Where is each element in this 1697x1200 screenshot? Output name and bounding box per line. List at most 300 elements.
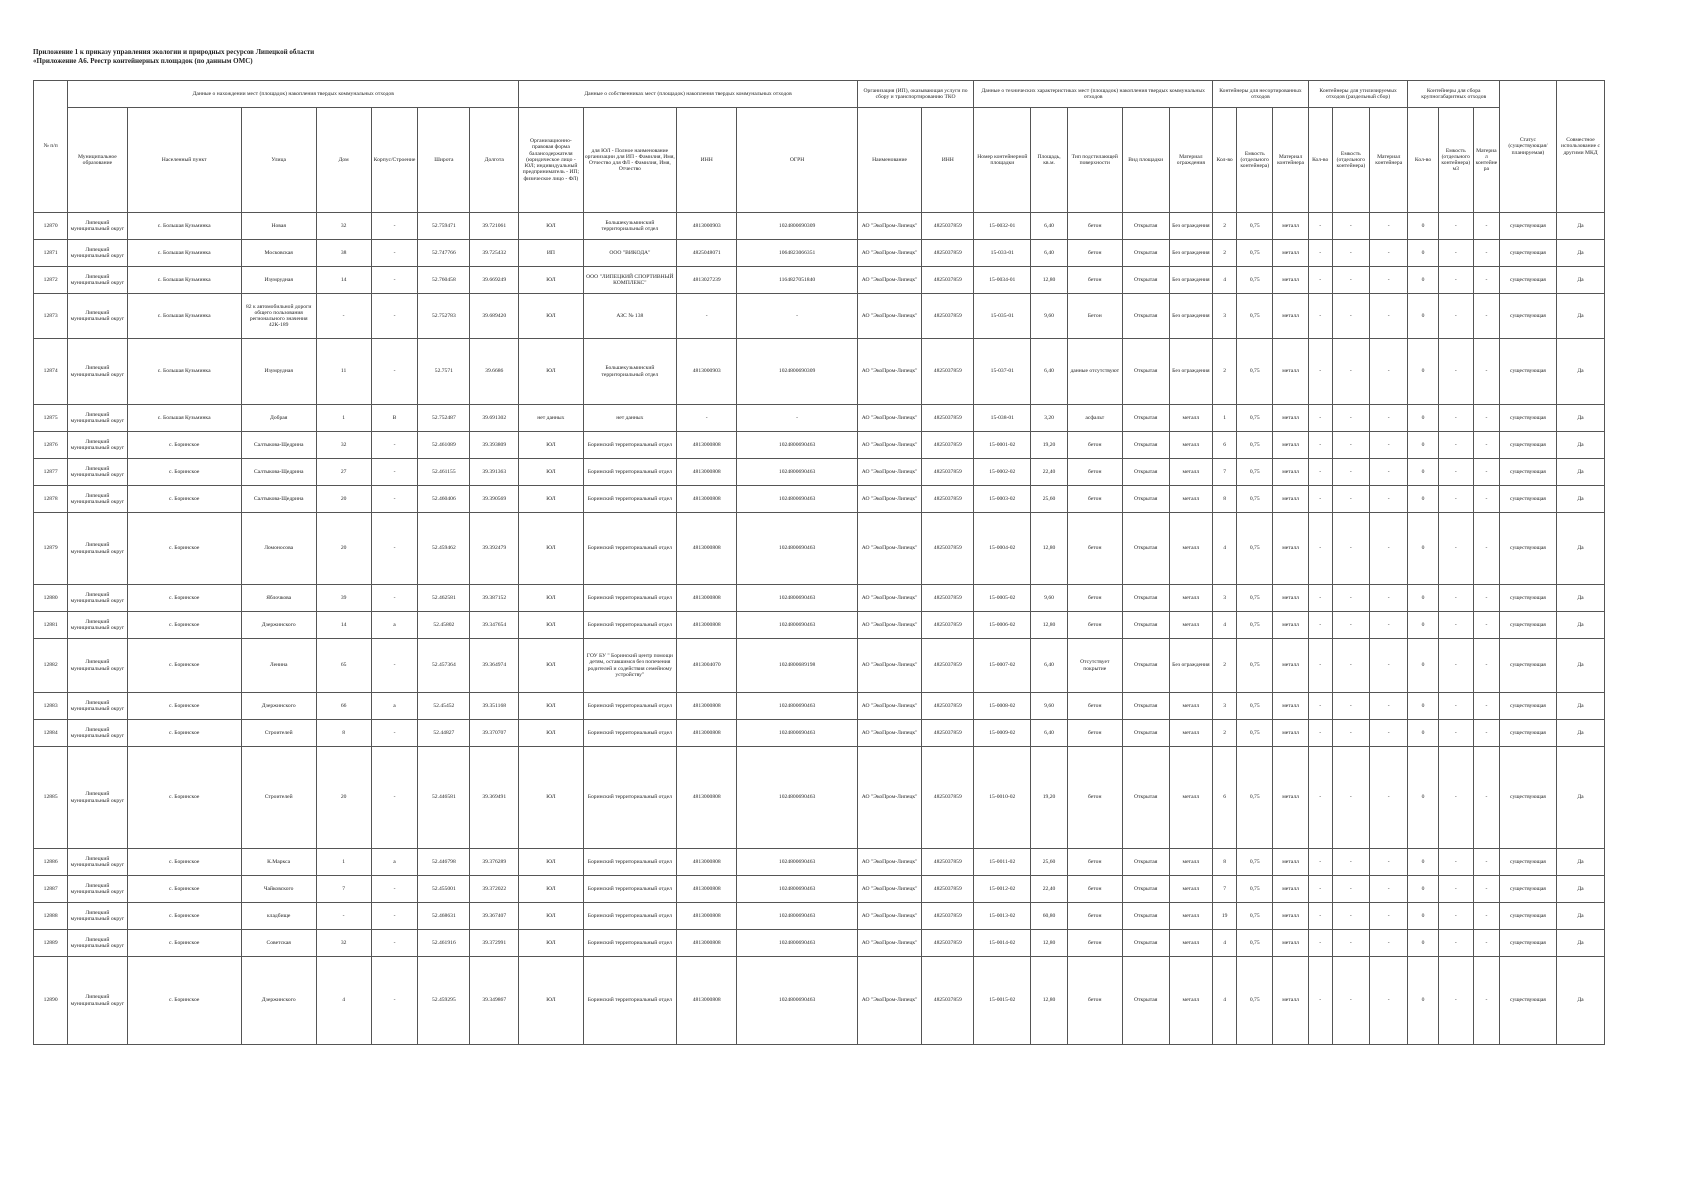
table-cell: Изумрудная [241,267,316,294]
table-cell: металл [1169,693,1213,720]
table-cell: Да [1557,957,1605,1045]
table-cell: существующая [1499,267,1556,294]
table-cell: 0,75 [1237,267,1273,294]
table-cell: металл [1273,585,1308,612]
table-cell: 0 [1408,876,1438,903]
table-cell: - [1438,876,1473,903]
table-cell: Да [1557,486,1605,513]
table-cell: - [371,432,418,459]
table-cell: 15-0009-02 [974,720,1031,747]
table-cell: Да [1557,339,1605,405]
table-cell: - [1308,930,1332,957]
table-cell: - [1473,432,1499,459]
table-cell: - [1473,876,1499,903]
table-cell: - [1370,747,1408,849]
table-cell: 6,40 [1031,240,1067,267]
table-cell: 4 [1213,957,1237,1045]
table-cell: Салтыкова-Щедрина [241,459,316,486]
table-cell: существующая [1499,240,1556,267]
table-cell: 39 [316,585,371,612]
table-cell: 0 [1408,213,1438,240]
table-cell: - [1473,957,1499,1045]
table-cell: Да [1557,294,1605,339]
table-cell: 60,80 [1031,903,1067,930]
table-cell: 0 [1408,612,1438,639]
table-cell: Боринский территориальный отдел [583,747,677,849]
table-cell: ЮЛ [519,339,583,405]
group-header-location: Данные о нахождении мест (площадок) накопления твердых коммунальных отходов [68,81,519,108]
table-row [34,240,1605,267]
table-cell: - [1332,432,1369,459]
table-cell: с. Боринское [127,639,241,693]
table-cell: Открытая [1122,486,1169,513]
table-cell: с. Боринское [127,612,241,639]
table-cell: 4813000808 [677,486,737,513]
table-cell: Ломоносова [241,513,316,585]
table-cell: 52.446798 [418,849,470,876]
table-cell: с. Боринское [127,513,241,585]
table-cell: 6,40 [1031,339,1067,405]
table-cell: 32 [316,213,371,240]
column-header-row [34,108,1605,213]
table-cell: существующая [1499,876,1556,903]
table-cell: АЗС № 138 [583,294,677,339]
table-cell: 3 [1213,294,1237,339]
table-cell: Советская [241,930,316,957]
table-cell: 4813000808 [677,957,737,1045]
table-cell: 15-0012-02 [974,876,1031,903]
table-cell: 4813000808 [677,903,737,930]
table-cell: 4813000808 [677,720,737,747]
table-cell: 39.721061 [470,213,519,240]
table-cell: 15-0007-02 [974,639,1031,693]
table-cell: АО "ЭкоПром-Липецк" [857,405,921,432]
header-cell: Совместное использование с другими МКД [1557,81,1605,213]
table-cell: Да [1557,213,1605,240]
table-cell: нет данных [583,405,677,432]
table-cell: 52.7571 [418,339,470,405]
table-cell: металл [1169,585,1213,612]
table-cell: Боринский территориальный отдел [583,486,677,513]
table-cell: Липецкий муниципальный округ [68,720,127,747]
table-cell: - [1370,432,1408,459]
table-cell: 2 [1213,240,1237,267]
table-cell: 4825037859 [922,612,974,639]
table-cell: 0 [1408,240,1438,267]
table-cell: 52.457364 [418,639,470,693]
table-cell: - [1473,339,1499,405]
table-cell: 1024800690463 [737,585,858,612]
table-cell: 12,80 [1031,267,1067,294]
table-cell: бетон [1067,612,1122,639]
table-cell: Да [1557,903,1605,930]
table-cell: 4 [1213,513,1237,585]
table-cell: ЮЛ [519,612,583,639]
table-cell: - [1308,585,1332,612]
table-cell: 4825037859 [922,513,974,585]
table-cell: - [677,294,737,339]
table-cell: а [371,612,418,639]
table-cell: - [1370,693,1408,720]
header-cell: ИНН [677,108,737,213]
table-cell: с. Большая Кузьминка [127,213,241,240]
table-cell: 0 [1408,432,1438,459]
table-cell: Липецкий муниципальный округ [68,639,127,693]
table-cell: 4813000808 [677,747,737,849]
table-cell: 12875 [34,405,68,432]
table-cell: - [1308,432,1332,459]
table-cell: Боринский территориальный отдел [583,903,677,930]
table-cell: существующая [1499,930,1556,957]
table-cell: 39.351168 [470,693,519,720]
table-cell: данные отсутствуют [1067,339,1122,405]
table-cell: 19,20 [1031,747,1067,849]
table-cell: 1 [1213,405,1237,432]
table-cell: Боринский территориальный отдел [583,849,677,876]
table-cell: - [371,585,418,612]
table-cell: 0 [1408,405,1438,432]
table-cell: - [1370,267,1408,294]
heading-line-2: «Приложение А6. Реестр контейнерных площадок (по данным ОМС) [33,57,253,65]
table-cell: металл [1169,405,1213,432]
table-cell: 39.370707 [470,720,519,747]
table-cell: 0,75 [1237,405,1273,432]
table-cell: 15-037-01 [974,339,1031,405]
table-cell: металл [1169,930,1213,957]
header-cell: Дом [316,108,371,213]
table-cell: - [1438,213,1473,240]
table-cell: 4813000903 [677,213,737,240]
table-cell: 39.364974 [470,639,519,693]
table-cell: - [1473,405,1499,432]
table-cell: 52.460406 [418,486,470,513]
table-cell: - [1332,849,1369,876]
table-cell: с. Большая Кузьминка [127,240,241,267]
table-cell: металл [1169,513,1213,585]
table-cell: 15-0034-01 [974,267,1031,294]
table-cell: 1 [316,405,371,432]
table-cell: 12,80 [1031,930,1067,957]
table-cell: - [371,903,418,930]
table-cell: 8 [1213,486,1237,513]
table-cell: Изумрудная [241,339,316,405]
table-cell: - [1332,513,1369,585]
table-cell: Большекузьминский территориальный отдел [583,213,677,240]
table-row [34,612,1605,639]
table-cell: Липецкий муниципальный округ [68,240,127,267]
table-cell: 0 [1408,294,1438,339]
table-cell: 12,80 [1031,957,1067,1045]
table-cell: металл [1169,957,1213,1045]
table-cell: 1024800689198 [737,639,858,693]
header-cell: Материал контейнера [1273,108,1308,213]
group-header-row [34,81,1605,108]
table-cell: ГОУ БУ " Боринский центр помощи детям, оставшимся без попечения родителей и содействия семейному устройству" [583,639,677,693]
table-cell: 0,75 [1237,486,1273,513]
table-cell: Открытая [1122,930,1169,957]
table-cell: 1024800690463 [737,486,858,513]
table-cell: с. Боринское [127,585,241,612]
table-cell: 1024800690463 [737,720,858,747]
table-cell: Да [1557,930,1605,957]
table-cell: 1024800690463 [737,432,858,459]
table-cell: 39.691302 [470,405,519,432]
table-cell: - [371,294,418,339]
header-cell: Организационно-правовая форма балансодержателя (юридическое лицо - ЮЛ; индивидуальный предприниматель - ИП; физическое лицо - ФЛ) [519,108,583,213]
table-cell: 0 [1408,849,1438,876]
table-cell: - [1473,240,1499,267]
table-cell: - [1332,957,1369,1045]
container-sites-registry-table [33,80,1605,1045]
table-cell: - [1308,876,1332,903]
table-cell: Открытая [1122,213,1169,240]
table-cell: 52.759471 [418,213,470,240]
table-cell: 1024800690463 [737,459,858,486]
table-cell: - [737,405,858,432]
table-cell: 4 [1213,267,1237,294]
table-cell: Да [1557,267,1605,294]
table-cell: - [1308,720,1332,747]
table-cell: Открытая [1122,849,1169,876]
table-cell: ИП [519,240,583,267]
table-cell: Боринский территориальный отдел [583,693,677,720]
table-cell: 0,75 [1237,612,1273,639]
table-cell: Открытая [1122,513,1169,585]
table-cell: 12,80 [1031,612,1067,639]
table-cell: Да [1557,405,1605,432]
table-cell: с. Боринское [127,957,241,1045]
table-cell: - [1473,513,1499,585]
table-cell: 4813000808 [677,432,737,459]
table-cell: с. Боринское [127,459,241,486]
table-cell: с. Большая Кузьминка [127,339,241,405]
table-cell: АО "ЭкоПром-Липецк" [857,339,921,405]
table-cell: 4825037859 [922,930,974,957]
table-cell: - [1370,930,1408,957]
table-cell: АО "ЭкоПром-Липецк" [857,459,921,486]
table-cell: АО "ЭкоПром-Липецк" [857,294,921,339]
table-cell: Липецкий муниципальный округ [68,267,127,294]
table-cell: Липецкий муниципальный округ [68,849,127,876]
table-row [34,267,1605,294]
table-cell: 0,75 [1237,585,1273,612]
table-cell: существующая [1499,339,1556,405]
table-cell: Липецкий муниципальный округ [68,339,127,405]
table-cell: 25,60 [1031,849,1067,876]
table-cell: металл [1273,294,1308,339]
table-cell: металл [1169,747,1213,849]
table-cell: существующая [1499,957,1556,1045]
table-cell: - [1438,903,1473,930]
table-cell: - [1473,693,1499,720]
table-cell: Липецкий муниципальный округ [68,213,127,240]
table-cell: 66 [316,693,371,720]
table-cell: АО "ЭкоПром-Липецк" [857,957,921,1045]
table-cell: - [1473,267,1499,294]
table-cell: 0 [1408,513,1438,585]
table-cell: - [1438,294,1473,339]
table-cell: 15-0005-02 [974,585,1031,612]
group-header-operator: Организация (ИП), оказывающая услуги по сбору и транспортированию ТКО [857,81,973,108]
table-cell: Без ограждения [1169,240,1213,267]
table-row [34,957,1605,1045]
table-cell: - [1308,240,1332,267]
table-cell: 19,20 [1031,432,1067,459]
table-cell: бетон [1067,432,1122,459]
table-cell: - [1308,639,1332,693]
table-cell: - [1438,957,1473,1045]
table-cell: 2 [1213,339,1237,405]
table-cell: - [1332,405,1369,432]
table-cell: Открытая [1122,903,1169,930]
header-cell: № п/п [34,81,68,213]
table-cell: 0,75 [1237,720,1273,747]
table-cell: АО "ЭкоПром-Липецк" [857,267,921,294]
table-row [34,639,1605,693]
table-cell: АО "ЭкоПром-Липецк" [857,693,921,720]
table-cell: 65 [316,639,371,693]
table-cell: 0 [1408,693,1438,720]
table-cell: металл [1273,903,1308,930]
table-cell: Липецкий муниципальный округ [68,513,127,585]
header-cell: Корпус/Строение [371,108,418,213]
table-cell: - [1473,639,1499,693]
table-cell: бетон [1067,876,1122,903]
header-cell: Муниципальное образование [68,108,127,213]
table-cell: - [1438,639,1473,693]
table-cell: существующая [1499,432,1556,459]
table-cell: 0,75 [1237,930,1273,957]
table-cell: 12872 [34,267,68,294]
table-cell: Липецкий муниципальный округ [68,693,127,720]
table-cell: Да [1557,513,1605,585]
table-cell: существующая [1499,213,1556,240]
table-cell: 4 [316,957,371,1045]
table-cell: 52.44827 [418,720,470,747]
table-cell: 4825037859 [922,720,974,747]
table-cell: Липецкий муниципальный округ [68,747,127,849]
table-cell: Да [1557,639,1605,693]
table-cell: 9,60 [1031,294,1067,339]
table-cell: 0,75 [1237,849,1273,876]
table-cell: Открытая [1122,585,1169,612]
table-cell: 0 [1408,957,1438,1045]
table-cell: 38 [316,240,371,267]
table-cell: 4813027239 [677,267,737,294]
table-cell: 4813000808 [677,513,737,585]
table-row [34,294,1605,339]
table-cell: 32 [316,432,371,459]
table-cell: бетон [1067,720,1122,747]
table-cell: 4813004070 [677,639,737,693]
header-cell: Емкость (отдельного контейнера) м3 [1438,108,1473,213]
table-cell: 1024800690463 [737,849,858,876]
table-cell: существующая [1499,294,1556,339]
table-cell: 4825037859 [922,639,974,693]
table-cell: 52.446581 [418,747,470,849]
table-cell: 0,75 [1237,432,1273,459]
table-cell: 12876 [34,432,68,459]
table-cell: - [1370,720,1408,747]
table-cell: АО "ЭкоПром-Липецк" [857,639,921,693]
table-cell: 52.45802 [418,612,470,639]
table-cell: 4825037859 [922,876,974,903]
table-cell: - [1332,747,1369,849]
table-cell: с. Боринское [127,876,241,903]
table-cell: существующая [1499,849,1556,876]
table-cell: Открытая [1122,693,1169,720]
table-cell: 12877 [34,459,68,486]
table-cell: 4825037859 [922,294,974,339]
header-cell: Наименование [857,108,921,213]
table-cell: Строителей [241,720,316,747]
table-cell: 0,75 [1237,903,1273,930]
table-cell: 2 [1213,213,1237,240]
table-cell: 12890 [34,957,68,1045]
table-cell: 39.392479 [470,513,519,585]
table-cell: 1024800690463 [737,876,858,903]
table-cell: бетон [1067,513,1122,585]
table-cell: 15-0032-01 [974,213,1031,240]
table-cell: 1024800690309 [737,213,858,240]
header-cell: Номер контейнерной площадки [974,108,1031,213]
table-cell: 12879 [34,513,68,585]
table-cell: ЮЛ [519,693,583,720]
table-cell: 2 [1213,720,1237,747]
table-cell: 4 [1213,612,1237,639]
table-cell: 39.6686 [470,339,519,405]
table-cell: - [1308,612,1332,639]
table-cell: бетон [1067,486,1122,513]
table-cell: 39.347654 [470,612,519,639]
table-cell: - [1370,957,1408,1045]
table-cell: 15-0004-02 [974,513,1031,585]
table-cell: 6,40 [1031,720,1067,747]
table-cell: - [1473,585,1499,612]
table-cell: 39.367407 [470,903,519,930]
table-cell: Открытая [1122,294,1169,339]
table-cell: - [1370,213,1408,240]
table-cell: - [371,639,418,693]
table-cell: - [371,957,418,1045]
table-cell: 52.461089 [418,432,470,459]
table-cell: 6 [1213,747,1237,849]
table-row [34,693,1605,720]
table-cell: 4825037859 [922,585,974,612]
table-cell: бетон [1067,267,1122,294]
table-cell: 39.369491 [470,747,519,849]
table-cell: металл [1273,240,1308,267]
table-cell: 12887 [34,876,68,903]
table-cell: бетон [1067,849,1122,876]
table-cell: 1064823066351 [737,240,858,267]
table-cell: 15-0001-02 [974,432,1031,459]
table-cell: 0 [1408,639,1438,693]
table-cell: 12881 [34,612,68,639]
table-cell: 39.393809 [470,432,519,459]
table-cell: 0 [1408,459,1438,486]
table-cell: существующая [1499,747,1556,849]
header-cell: Емкость (отдельного контейнера) [1332,108,1369,213]
table-cell: с. Боринское [127,720,241,747]
table-cell: - [1438,720,1473,747]
table-cell: - [1438,459,1473,486]
table-cell: металл [1169,432,1213,459]
table-cell: Дзержинского [241,693,316,720]
table-row [34,747,1605,849]
table-cell: 4825037859 [922,957,974,1045]
table-row [34,903,1605,930]
